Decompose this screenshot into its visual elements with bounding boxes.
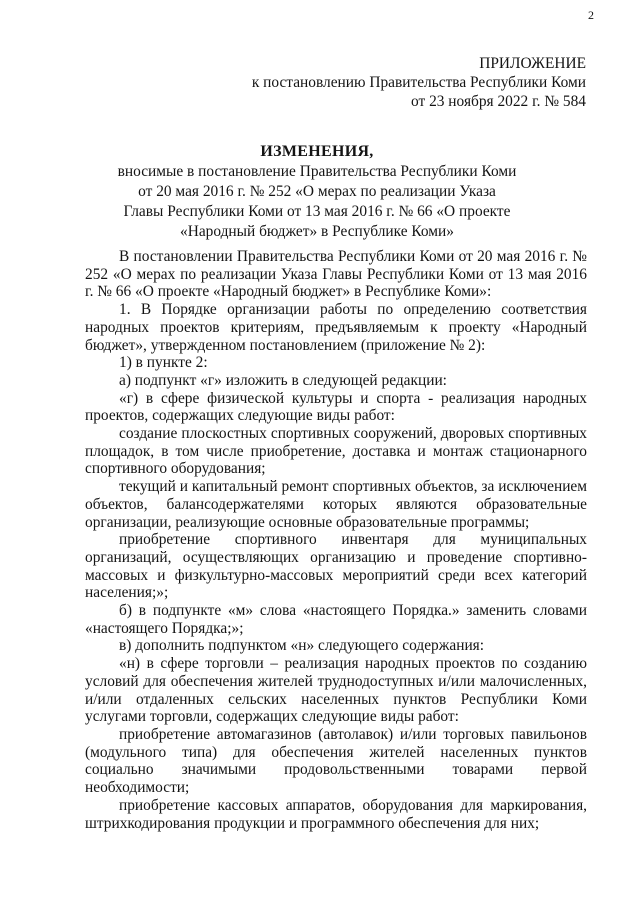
document-body <box>85 248 587 832</box>
appendix-block <box>252 54 586 111</box>
document-title: ИЗМЕНЕНИЯ, <box>260 143 374 160</box>
paragraph: приобретение спортивного инвентаря для муниципальных организаций, осуществляющих организацию и проведение спортивно-массовых и физкультурно-массовых мероприятий среди всех категорий населения;»; <box>85 531 587 602</box>
page-number: 2 <box>588 8 594 22</box>
heading-line-2: от 20 мая 2016 г. № 252 «О мерах по реализации Указа <box>138 183 496 200</box>
paragraph: б) в подпункте «м» слова «настоящего Порядка.» заменить словами «настоящего Порядка;»; <box>85 602 587 637</box>
heading-line-4: «Народный бюджет» в Республике Коми» <box>180 223 454 240</box>
paragraph: а) подпункт «г» изложить в следующей редакции: <box>119 371 447 389</box>
heading-line-1: вносимые в постановление Правительства Республики Коми <box>117 163 517 180</box>
appendix-title: ПРИЛОЖЕНИЕ <box>479 55 586 72</box>
heading-line-3: Главы Республики Коми от 13 мая 2016 г. № 66 «О проекте <box>123 203 511 220</box>
appendix-date: от 23 ноября 2022 г. № 584 <box>411 93 586 110</box>
appendix-reference: к постановлению Правительства Республики Коми <box>251 74 586 91</box>
paragraph: приобретение автомагазинов (автолавок) и/или торговых павильонов (модульного типа) для обеспечения жителей населенных пунктов социально значимыми продовольственными товарами первой необходимости; <box>85 725 587 797</box>
paragraph: 1. В Порядке организации работы по определению соответствия народных проектов критериям, предъявляемым к проекту «Народный бюджет», утвержденном постановлением (приложение № 2): <box>85 301 587 354</box>
paragraph: приобретение кассовых аппаратов, оборудования для маркирования, штрихкодирования продукции и программного обеспечения для них; <box>85 796 587 832</box>
paragraph: «н) в сфере торговли – реализация народных проектов по созданию условий для обеспечения жителей труднодоступных и/или малочисленных, и/или отдаленных сельских населенных пунктов Республики Коми услугами торговли, содержащих следующие виды работ: <box>85 655 587 726</box>
paragraph: 1) в пункте 2: <box>119 354 208 372</box>
paragraph: в) дополнить подпунктом «н» следующего содержания: <box>119 637 485 655</box>
paragraph: создание плоскостных спортивных сооружений, дворовых спортивных площадок, в том числе приобретение, доставка и монтаж стационарного спортивного оборудования; <box>85 425 587 478</box>
paragraph: текущий и капитальный ремонт спортивных объектов, за исключением объектов, балансодержателями которых являются образовательные организации, реализующие основные образовательные программы; <box>85 478 587 531</box>
paragraph: В постановлении Правительства Республики Коми от 20 мая 2016 г. № 252 «О мерах по реализации Указа Главы Республики Коми от 13 мая 2016 г. № 66 «О проекте «Народный бюджет» в Республике Коми»: <box>85 248 587 301</box>
document-heading <box>70 142 564 242</box>
paragraph: «г) в сфере физической культуры и спорта - реализация народных проектов, содержащих следующие виды работ: <box>85 389 587 425</box>
